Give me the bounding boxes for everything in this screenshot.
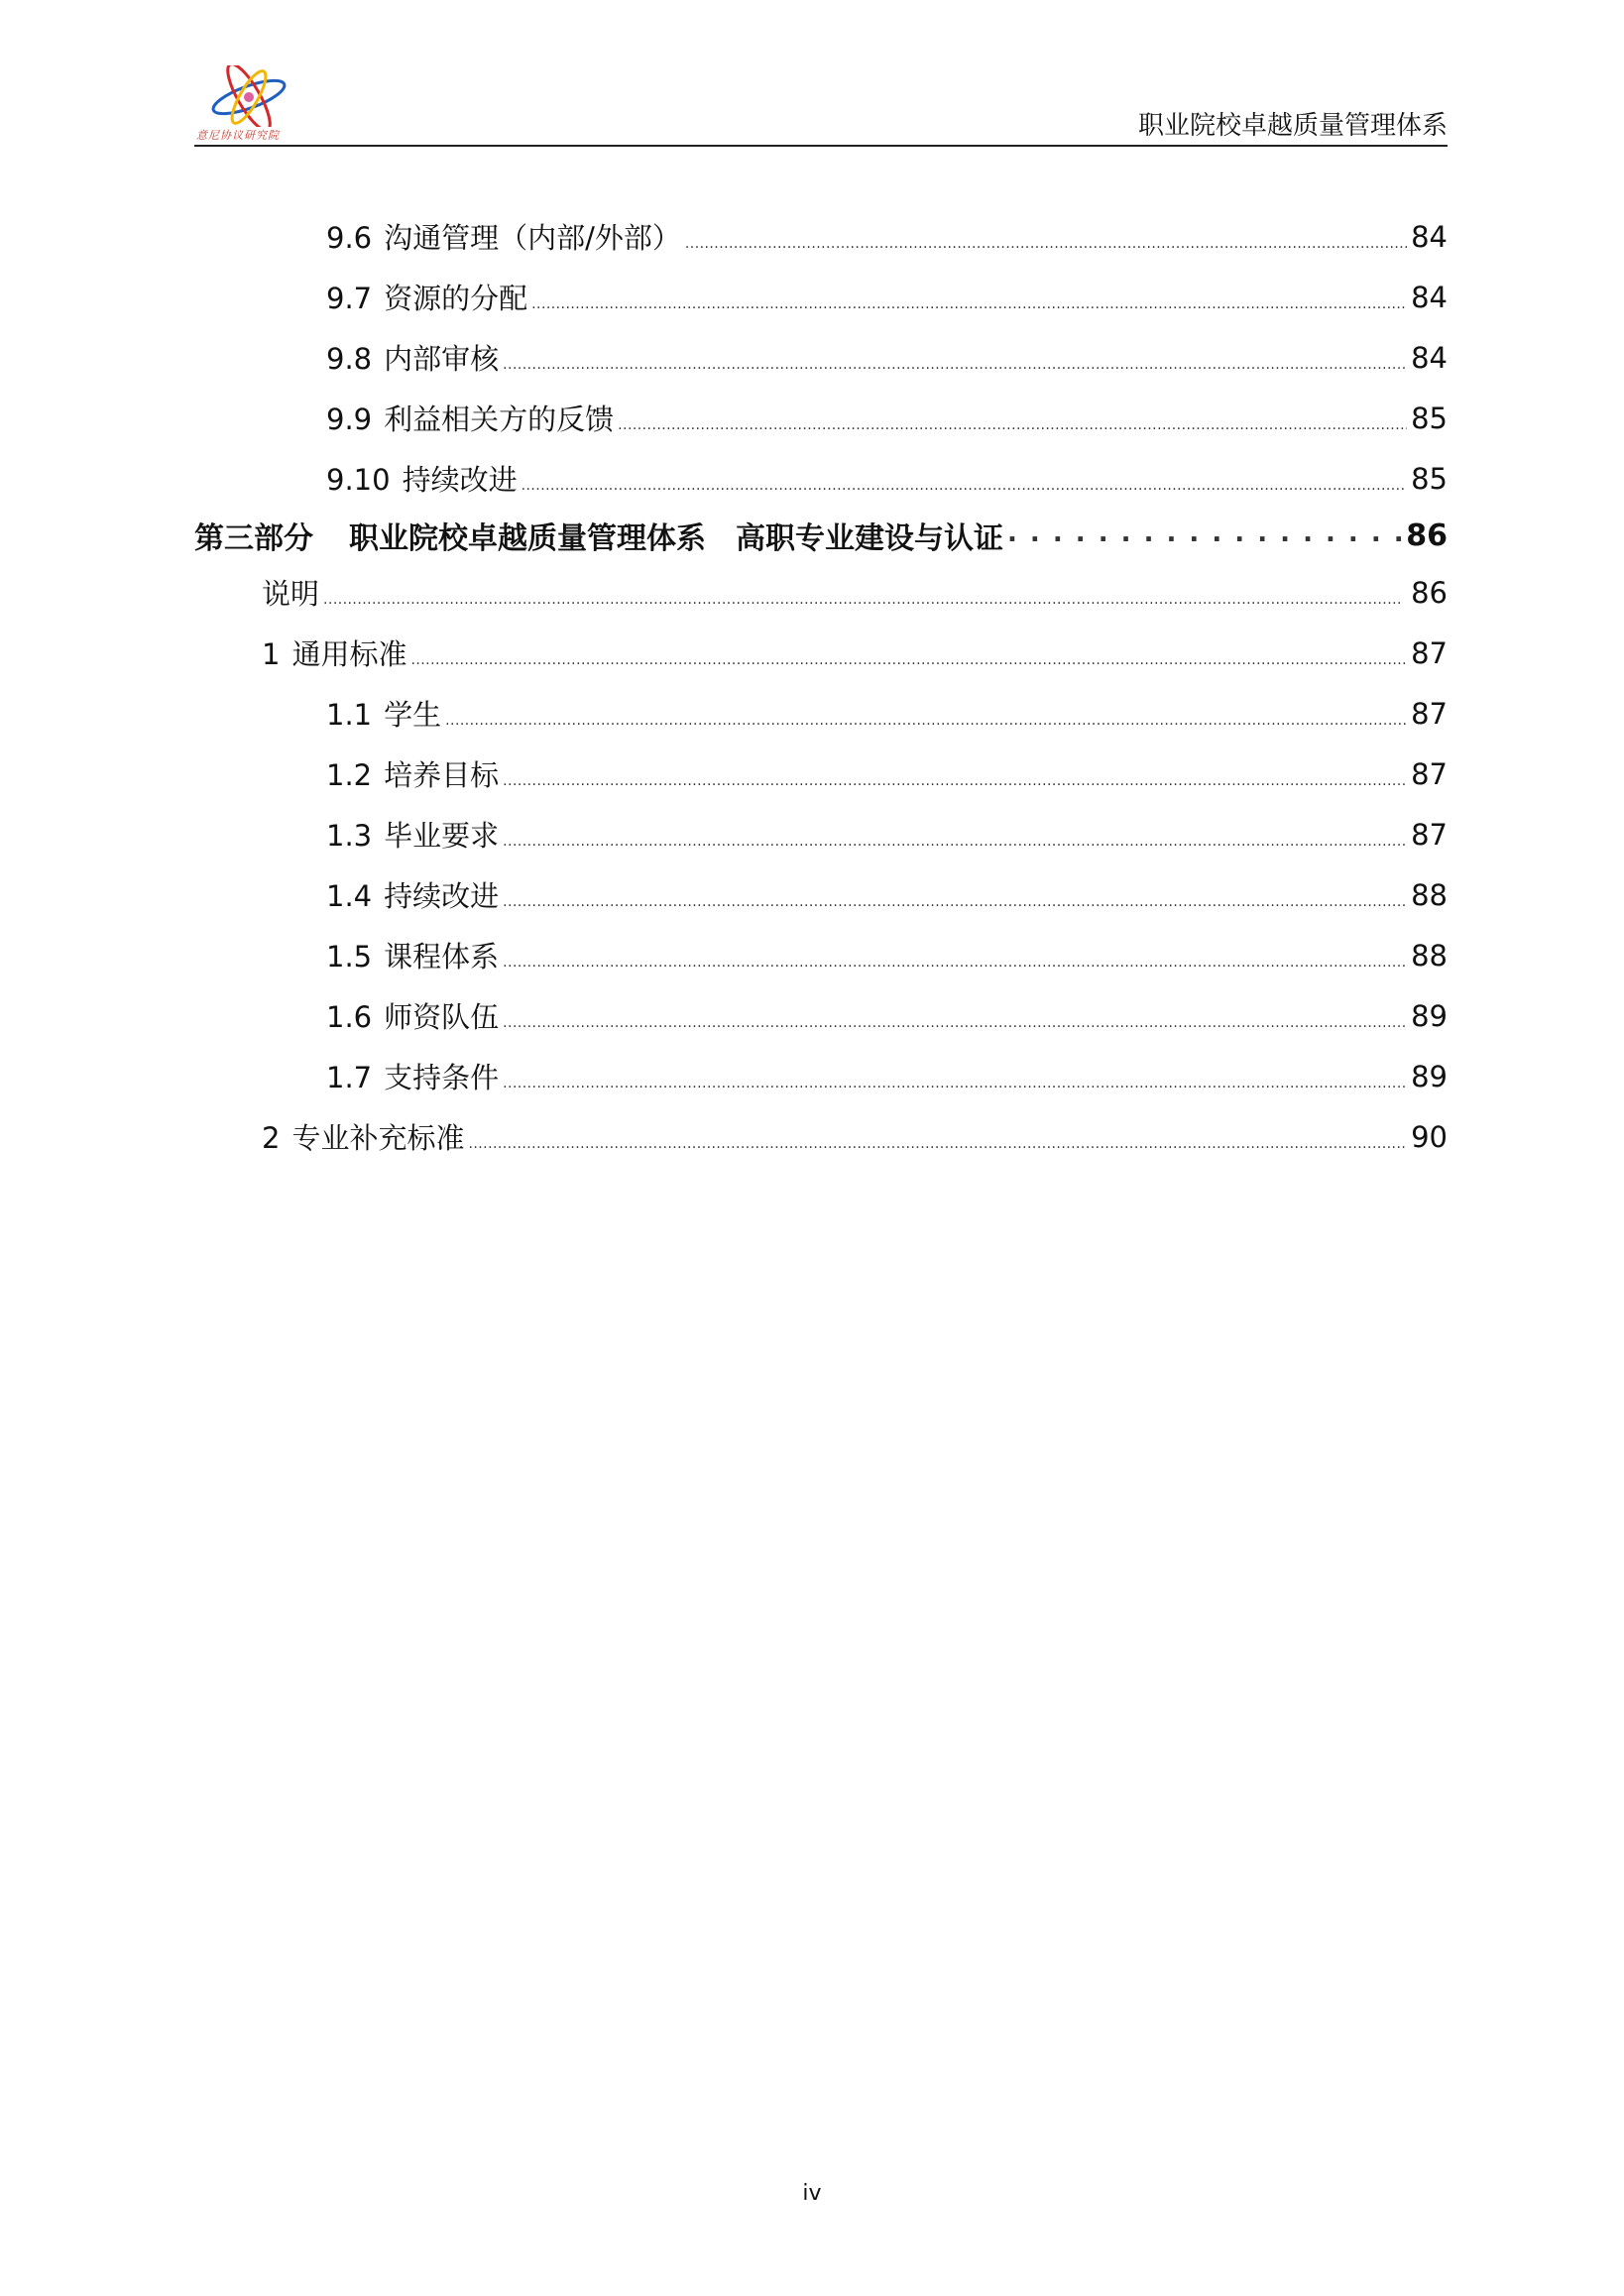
- toc-entry-page: 89: [1411, 1059, 1448, 1093]
- toc-dot-leader: [468, 1121, 1407, 1153]
- toc-entry-number: 9.8: [326, 342, 373, 376]
- toc-entry-title: 沟通管理（内部/外部）: [384, 221, 681, 255]
- toc-entry-page: 84: [1411, 219, 1448, 254]
- page-header: [194, 65, 1448, 147]
- toc-entry[interactable]: [194, 864, 1448, 925]
- toc-entry-number: 1.5: [326, 940, 373, 974]
- toc-entry-label: [326, 277, 527, 317]
- logo-caption: 意尼协议研究院: [196, 129, 280, 142]
- toc-entry-number: 9.10: [326, 463, 391, 497]
- toc-entry-page: 88: [1411, 938, 1448, 973]
- toc-entry-label: [262, 632, 406, 673]
- toc-entry-page: 86: [1411, 575, 1448, 610]
- toc-dot-leader: [503, 1061, 1407, 1092]
- toc-entry[interactable]: [194, 448, 1448, 509]
- toc-entry-number: 1: [262, 637, 281, 671]
- toc-dot-leader: [1007, 519, 1402, 552]
- toc-entry-label: [326, 995, 499, 1036]
- toc-entry-title: 毕业要求: [384, 819, 500, 853]
- toc-entry-title: 通用标准: [291, 637, 407, 671]
- toc-entry-page: 90: [1411, 1119, 1448, 1154]
- toc-entry-label: [262, 1116, 464, 1157]
- toc-entry-title: 师资队伍: [384, 1000, 500, 1034]
- toc-entry[interactable]: [194, 562, 1448, 623]
- toc-entry-label: [326, 874, 499, 915]
- toc-entry-label: [326, 1056, 499, 1096]
- toc-dot-leader: [445, 698, 1407, 730]
- toc-entry[interactable]: [194, 327, 1448, 388]
- toc-entry-number: 1.1: [326, 698, 373, 732]
- toc-entry[interactable]: [194, 925, 1448, 985]
- toc-entry-label: [326, 814, 499, 855]
- toc-entry[interactable]: [194, 206, 1448, 267]
- atom-logo-icon: [204, 65, 293, 127]
- toc-entry-label: [326, 458, 518, 499]
- toc-entry-label: [326, 753, 499, 794]
- toc-entry-page: 87: [1411, 696, 1448, 731]
- toc-entry-title: 说明: [262, 577, 320, 611]
- toc-entry-title: 培养目标: [384, 758, 500, 792]
- toc-entry-title: 专业补充标准: [291, 1121, 465, 1155]
- toc-entry-number: 9.6: [326, 221, 373, 255]
- toc-entry-number: 1.2: [326, 758, 373, 792]
- toc-entry-number: 2: [262, 1121, 281, 1155]
- toc-entry-title: 持续改进: [402, 463, 518, 497]
- toc-entry-page: 86: [1406, 517, 1448, 553]
- toc-entry[interactable]: [194, 804, 1448, 864]
- institute-logo: [194, 65, 303, 145]
- toc-entry-page: 88: [1411, 877, 1448, 912]
- toc-entry-title: 持续改进: [384, 879, 500, 913]
- toc-dot-leader: [503, 342, 1407, 374]
- toc-dot-leader: [685, 221, 1407, 253]
- toc-entry-label: [326, 398, 614, 438]
- toc-entry-page: 85: [1411, 461, 1448, 496]
- toc-entry[interactable]: [194, 1106, 1448, 1167]
- toc-dot-leader: [410, 637, 1407, 669]
- toc-entry-title: 学生: [384, 698, 442, 732]
- table-of-contents: [194, 206, 1448, 1167]
- toc-entry-page: 84: [1411, 280, 1448, 314]
- toc-entry[interactable]: [194, 985, 1448, 1046]
- header-divider: [194, 145, 1448, 147]
- toc-dot-leader: [503, 940, 1407, 972]
- toc-entry[interactable]: [194, 623, 1448, 683]
- toc-dot-leader: [503, 819, 1407, 851]
- toc-dot-leader: [522, 463, 1408, 495]
- toc-dot-leader: [503, 879, 1407, 911]
- toc-entry[interactable]: [194, 744, 1448, 804]
- document-title: 职业院校卓越质量管理体系: [1137, 111, 1448, 141]
- toc-entry[interactable]: [194, 683, 1448, 744]
- toc-entry-label: [326, 337, 499, 378]
- toc-entry-page: 89: [1411, 998, 1448, 1033]
- toc-entry-label: [194, 514, 1003, 557]
- toc-entry-page: 85: [1411, 401, 1448, 435]
- toc-entry-title: 职业院校卓越质量管理体系 高职专业建设与认证: [349, 521, 1003, 556]
- toc-dot-leader: [531, 282, 1407, 313]
- toc-entry-label: [326, 935, 499, 976]
- toc-entry-number: 第三部分: [194, 521, 313, 556]
- toc-entry-label: [326, 693, 441, 734]
- toc-entry[interactable]: [194, 1046, 1448, 1106]
- toc-entry-number: 1.7: [326, 1061, 373, 1094]
- toc-entry[interactable]: [194, 388, 1448, 448]
- toc-entry-label: [326, 216, 681, 257]
- toc-entry-number: 1.6: [326, 1000, 373, 1034]
- toc-dot-leader: [503, 758, 1407, 790]
- toc-entry-number: 9.9: [326, 402, 373, 436]
- toc-dot-leader: [503, 1000, 1407, 1032]
- toc-entry[interactable]: [194, 509, 1448, 562]
- toc-entry-label: [262, 572, 319, 613]
- toc-entry-title: 支持条件: [384, 1061, 500, 1094]
- toc-entry[interactable]: [194, 267, 1448, 327]
- toc-entry-page: 87: [1411, 817, 1448, 852]
- toc-entry-title: 资源的分配: [384, 282, 528, 315]
- toc-entry-title: 课程体系: [384, 940, 500, 974]
- toc-entry-title: 内部审核: [384, 342, 500, 376]
- toc-dot-leader: [618, 402, 1407, 434]
- toc-entry-number: 1.4: [326, 879, 373, 913]
- toc-entry-number: 1.3: [326, 819, 373, 853]
- toc-entry-page: 87: [1411, 635, 1448, 670]
- toc-entry-title: 利益相关方的反馈: [384, 402, 615, 436]
- toc-entry-page: 84: [1411, 340, 1448, 375]
- toc-entry-number: 9.7: [326, 282, 373, 315]
- toc-dot-leader: [323, 577, 1407, 609]
- toc-entry-page: 87: [1411, 756, 1448, 791]
- page-number: iv: [802, 2181, 822, 2206]
